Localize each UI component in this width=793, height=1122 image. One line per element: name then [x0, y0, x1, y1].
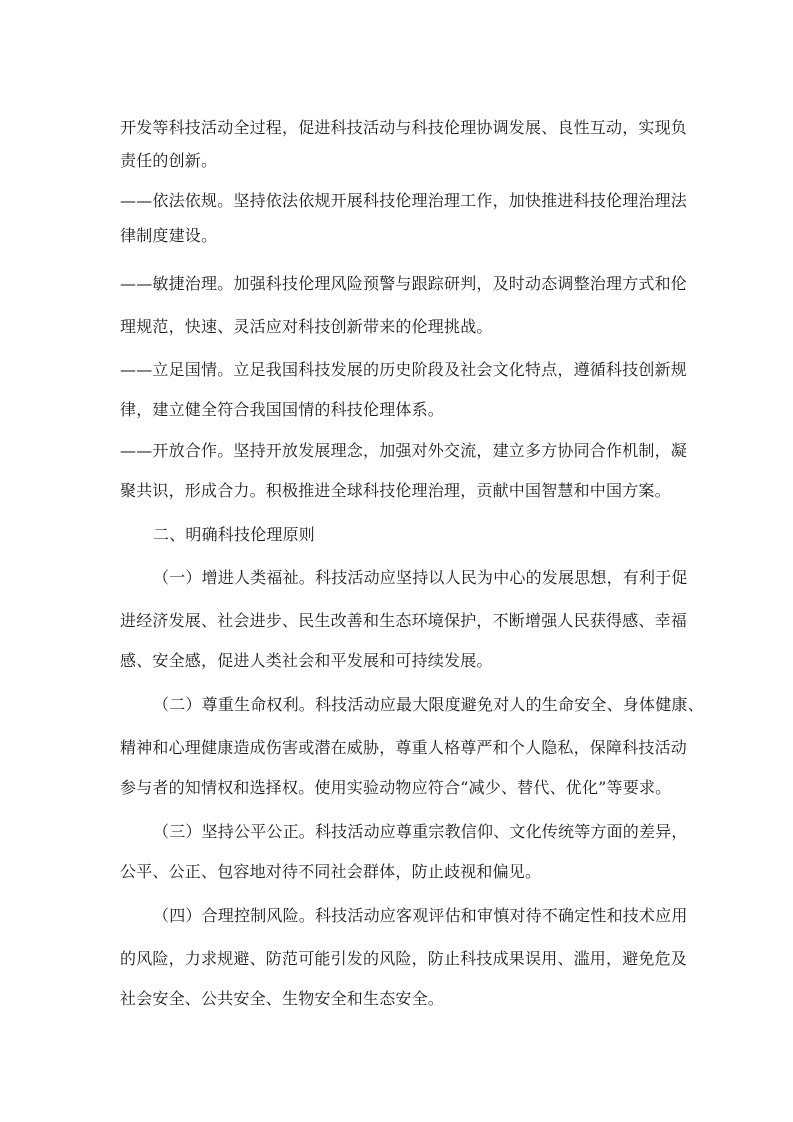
text-line: （三）坚持公平公正。科技活动应尊重宗教信仰、文化传统等方面的差异， — [153, 822, 688, 841]
text-line: ——开放合作。坚持开放发展理念，加强对外交流，建立多方协同合作机制，凝 — [120, 441, 688, 460]
text-line: 律，建立健全符合我国国情的科技伦理体系。 — [120, 400, 445, 419]
text-line: ——依法依规。坚持依法依规开展科技伦理治理工作，加快推进科技伦理治理法 — [120, 191, 688, 210]
text-line: 社会安全、公共安全、生物安全和生态安全。 — [120, 989, 445, 1008]
text-line: 开发等科技活动全过程，促进科技活动与科技伦理协调发展、良性互动，实现负 — [120, 118, 688, 137]
text-line: 精神和心理健康造成伤害或潜在威胁，尊重人格尊严和个人隐私，保障科技活动 — [120, 738, 688, 757]
text-line: 的风险，力求规避、防范可能引发的风险，防止科技成果误用、滥用，避免危及 — [120, 949, 688, 968]
text-line: 聚共识，形成合力。积极推进全球科技伦理治理，贡献中国智慧和中国方案。 — [120, 481, 671, 500]
section-heading: 二、明确科技伦理原则 — [153, 525, 316, 544]
text-line: （一）增进人类福祉。科技活动应坚持以人民为中心的发展思想，有利于促 — [153, 568, 688, 587]
text-line: 进经济发展、社会进步、民生改善和生态环境保护，不断增强人民获得感、幸福 — [120, 611, 688, 630]
text-line: 感、安全感，促进人类社会和平发展和可持续发展。 — [120, 651, 493, 670]
text-line: （四）合理控制风险。科技活动应客观评估和审慎对待不确定性和技术应用 — [153, 906, 688, 925]
text-line: 公平、公正、包容地对待不同社会群体，防止歧视和偏见。 — [120, 862, 542, 881]
text-line: 责任的创新。 — [120, 151, 218, 170]
text-line: 参与者的知情权和选择权。使用实验动物应符合“减少、替代、优化”等要求。 — [120, 778, 672, 797]
text-line: （二）尊重生命权利。科技活动应最大限度避免对人的生命安全、身体健康、 — [153, 695, 704, 714]
text-line: ——立足国情。立足我国科技发展的历史阶段及社会文化特点，遵循科技创新规 — [120, 360, 688, 379]
text-line: ——敏捷治理。加强科技伦理风险预警与跟踪研判，及时动态调整治理方式和伦 — [120, 274, 688, 293]
text-line: 理规范，快速、灵活应对科技创新带来的伦理挑战。 — [120, 317, 493, 336]
text-line: 律制度建设。 — [120, 226, 218, 245]
